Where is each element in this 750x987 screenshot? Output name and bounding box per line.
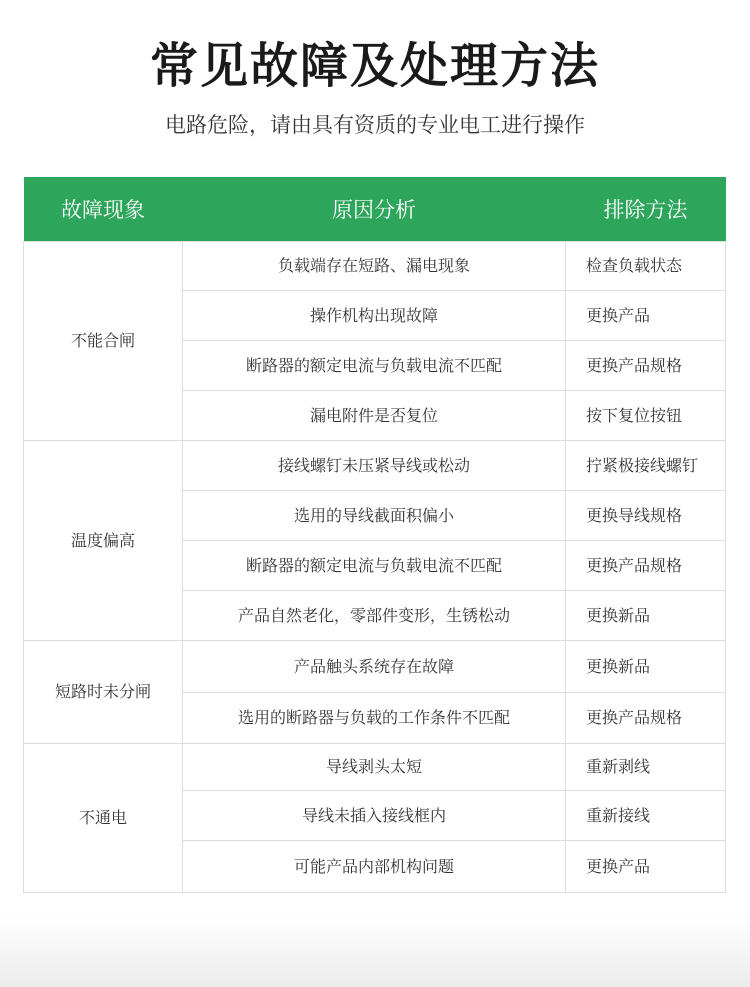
header-cause: 原因分析 (183, 177, 566, 242)
fix-cell: 重新接线 (566, 791, 726, 841)
cause-cell: 漏电附件是否复位 (183, 391, 566, 441)
cause-cell: 断路器的额定电流与负载电流不匹配 (183, 341, 566, 391)
fix-cell: 拧紧极接线螺钉 (566, 441, 726, 491)
cause-cell: 负载端存在短路、漏电现象 (183, 242, 566, 291)
symptom-cell: 温度偏高 (24, 441, 183, 641)
table-row (24, 242, 726, 291)
fix-cell: 更换导线规格 (566, 491, 726, 541)
header-fix: 排除方法 (566, 177, 726, 242)
symptom-cell: 短路时未分闸 (24, 641, 183, 744)
fix-cell: 重新剥线 (566, 744, 726, 791)
symptom-cell: 不能合闸 (24, 242, 183, 441)
fix-cell: 更换新品 (566, 591, 726, 641)
fix-cell: 更换新品 (566, 641, 726, 693)
fix-cell: 更换产品规格 (566, 341, 726, 391)
table-row (24, 744, 726, 791)
table-header-row (24, 177, 726, 242)
cause-cell: 选用的断路器与负载的工作条件不匹配 (183, 693, 566, 744)
cause-cell: 断路器的额定电流与负载电流不匹配 (183, 541, 566, 591)
cause-cell: 接线螺钉未压紧导线或松动 (183, 441, 566, 491)
cause-cell: 产品触头系统存在故障 (183, 641, 566, 693)
page-title: 常见故障及处理方法 (149, 38, 600, 94)
fault-table (23, 177, 726, 893)
fix-cell: 更换产品 (566, 291, 726, 341)
safety-warning: 电路危险，请由具有资质的专业电工进行操作 (165, 113, 585, 137)
fix-cell: 更换产品 (566, 841, 726, 893)
bottom-shade (0, 915, 750, 987)
fix-cell: 更换产品规格 (566, 541, 726, 591)
symptom-cell: 不通电 (24, 744, 183, 893)
cause-cell: 可能产品内部机构问题 (183, 841, 566, 893)
table-row (24, 641, 726, 693)
cause-cell: 选用的导线截面积偏小 (183, 491, 566, 541)
cause-cell: 导线未插入接线框内 (183, 791, 566, 841)
fix-cell: 检查负载状态 (566, 242, 726, 291)
cause-cell: 操作机构出现故障 (183, 291, 566, 341)
header-symptom: 故障现象 (24, 177, 183, 242)
cause-cell: 产品自然老化，零部件变形，生锈松动 (183, 591, 566, 641)
table-row (24, 441, 726, 491)
fix-cell: 更换产品规格 (566, 693, 726, 744)
cause-cell: 导线剥头太短 (183, 744, 566, 791)
fix-cell: 按下复位按钮 (566, 391, 726, 441)
